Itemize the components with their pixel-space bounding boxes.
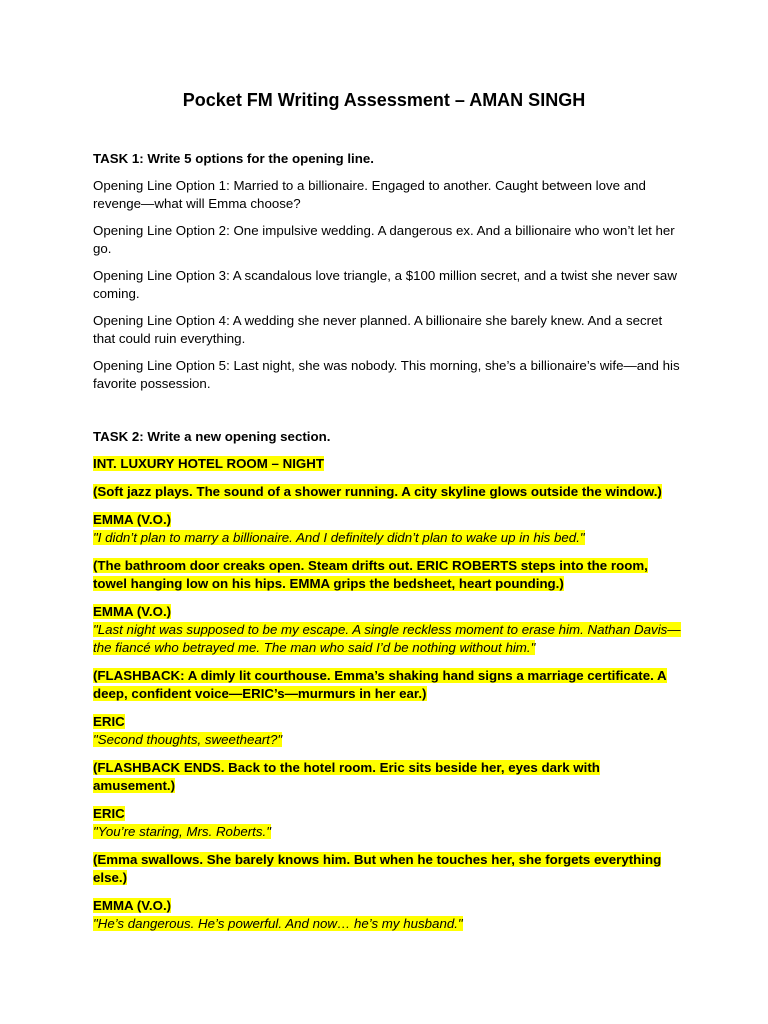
- speaker-eric-2: ERIC: [93, 806, 125, 821]
- document-body: [93, 150, 683, 943]
- stage-direction-1: (Soft jazz plays. The sound of a shower running. A city skyline glows outside the window.): [93, 484, 662, 499]
- dialogue-2: "Last night was supposed to be my escape. A single reckless moment to erase him. Nathan Davis—the fiancé who betrayed me. The man who said I’d be nothing without him.": [93, 622, 681, 655]
- stage-direction-2: (The bathroom door creaks open. Steam drifts out. ERIC ROBERTS steps into the room, towel hanging low on his hips. EMMA grips the bedsheet, heart pounding.): [93, 558, 648, 591]
- stage-direction-5: (Emma swallows. She barely knows him. But when he touches her, she forgets everything else.): [93, 852, 662, 885]
- dialogue-4: "You’re staring, Mrs. Roberts.": [93, 824, 271, 839]
- speaker-emma-3: EMMA (V.O.): [93, 898, 172, 913]
- opening-line-option-2: Opening Line Option 2: One impulsive wedding. A dangerous ex. And a billionaire who won’t let her go.: [93, 223, 675, 256]
- opening-line-option-4: Opening Line Option 4: A wedding she never planned. A billionaire she barely knew. And a secret that could ruin everything.: [93, 313, 663, 346]
- dialogue-3: "Second thoughts, sweetheart?": [93, 732, 283, 747]
- scene-heading: INT. LUXURY HOTEL ROOM – NIGHT: [93, 456, 324, 471]
- stage-direction-4: (FLASHBACK ENDS. Back to the hotel room. Eric sits beside her, eyes dark with amusement.): [93, 760, 600, 793]
- opening-line-option-1: Opening Line Option 1: Married to a billionaire. Engaged to another. Caught between love and revenge—what will Emma choose?: [93, 178, 646, 211]
- task1-heading: TASK 1: Write 5 options for the opening line.: [93, 151, 374, 166]
- dialogue-1: "I didn’t plan to marry a billionaire. And I definitely didn’t plan to wake up in his bed.": [93, 530, 585, 545]
- speaker-emma-2: EMMA (V.O.): [93, 604, 172, 619]
- stage-direction-3: (FLASHBACK: A dimly lit courthouse. Emma’s shaking hand signs a marriage certificate. A deep, confident voice—ERIC’s—murmurs in her ear.): [93, 668, 667, 701]
- dialogue-5: "He’s dangerous. He’s powerful. And now… he’s my husband.": [93, 916, 463, 931]
- opening-line-option-5: Opening Line Option 5: Last night, she was nobody. This morning, she’s a billionaire’s wife—and his favorite possession.: [93, 358, 680, 391]
- opening-line-option-3: Opening Line Option 3: A scandalous love triangle, a $100 million secret, and a twist she never saw coming.: [93, 268, 677, 301]
- document-title: Pocket FM Writing Assessment – AMAN SINGH: [182, 90, 586, 110]
- speaker-eric-1: ERIC: [93, 714, 125, 729]
- speaker-emma-1: EMMA (V.O.): [93, 512, 172, 527]
- task2-heading: TASK 2: Write a new opening section.: [93, 429, 331, 444]
